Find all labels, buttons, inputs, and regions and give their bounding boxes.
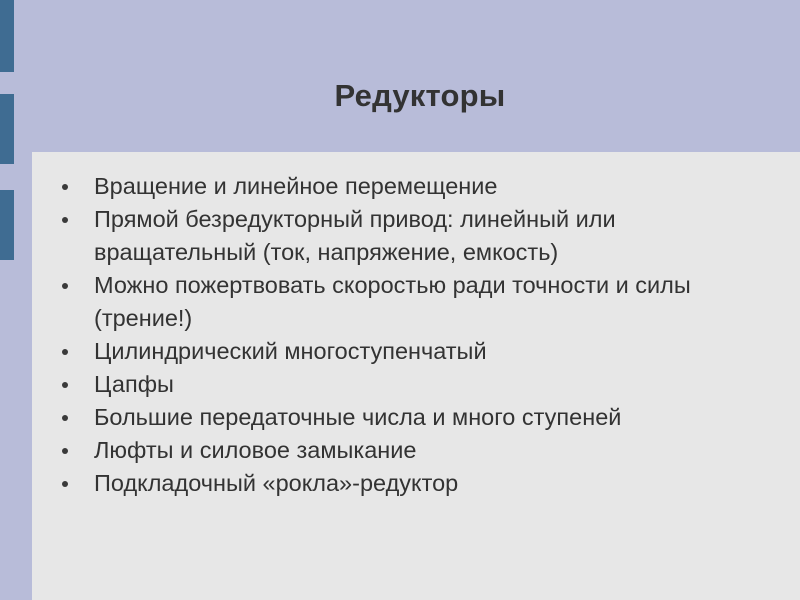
accent-bar bbox=[0, 94, 14, 164]
content-panel bbox=[32, 152, 800, 600]
bullet-text: Вращение и линейное перемещение bbox=[94, 173, 498, 199]
bullet-dot-icon bbox=[62, 283, 68, 289]
list-item bbox=[62, 203, 762, 269]
bullet-dot-icon bbox=[62, 415, 68, 421]
bullet-dot-icon bbox=[62, 481, 68, 487]
bullet-text: Прямой безредукторный привод: линейный или вращательный (ток, напряжение, емкость) bbox=[94, 206, 616, 265]
list-item bbox=[62, 170, 762, 203]
list-item bbox=[62, 368, 762, 401]
bullet-dot-icon bbox=[62, 382, 68, 388]
bullet-dot-icon bbox=[62, 448, 68, 454]
left-accent-bars bbox=[0, 0, 16, 600]
accent-bar bbox=[0, 190, 14, 260]
list-item bbox=[62, 434, 762, 467]
bullet-dot-icon bbox=[62, 217, 68, 223]
list-item bbox=[62, 269, 762, 335]
list-item bbox=[62, 335, 762, 368]
slide-title: Редукторы bbox=[334, 78, 506, 113]
bullet-text: Цилиндрический многоступенчатый bbox=[94, 338, 487, 364]
bullet-text: Можно пожертвовать скоростью ради точности и силы (трение!) bbox=[94, 272, 691, 331]
list-item bbox=[62, 401, 762, 434]
bullet-dot-icon bbox=[62, 349, 68, 355]
bullet-text: Большие передаточные числа и много ступеней bbox=[94, 404, 622, 430]
bullet-list bbox=[62, 170, 762, 500]
bullet-text: Подкладочный «рокла»-редуктор bbox=[94, 470, 459, 496]
bullet-dot-icon bbox=[62, 184, 68, 190]
bullet-text: Цапфы bbox=[94, 371, 174, 397]
bullet-text: Люфты и силовое замыкание bbox=[94, 437, 417, 463]
accent-bar bbox=[0, 0, 14, 72]
list-item bbox=[62, 467, 762, 500]
